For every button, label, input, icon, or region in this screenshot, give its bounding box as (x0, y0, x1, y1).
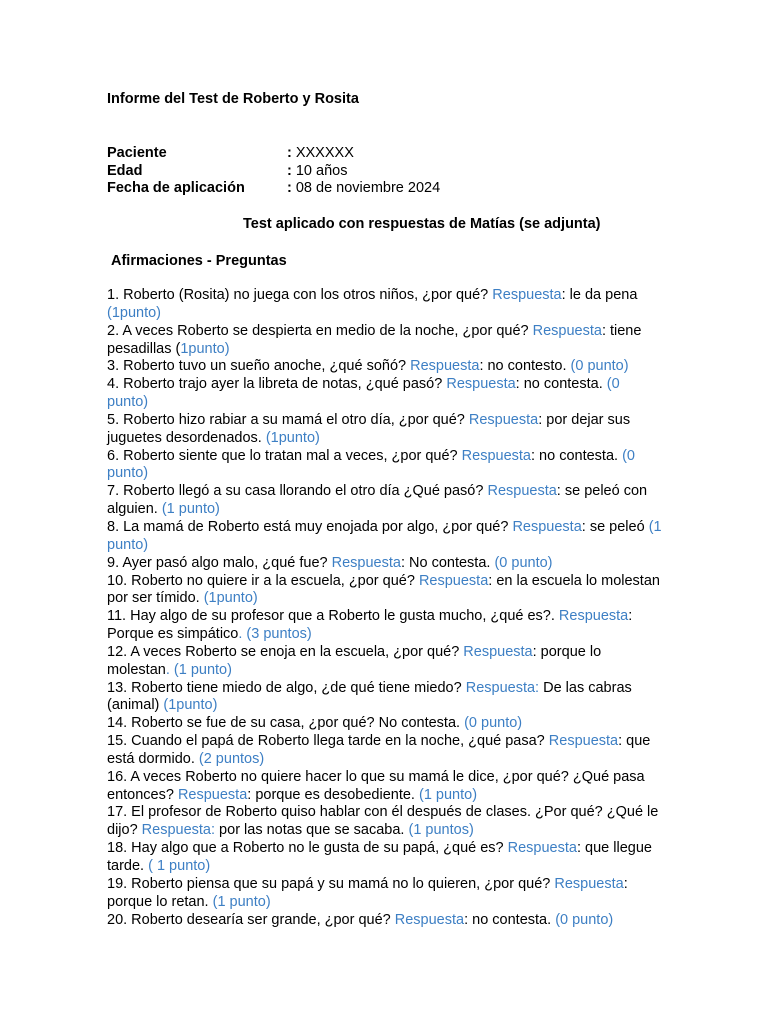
answer-label: Respuesta (507, 840, 577, 857)
answer-text: : no contesta. (515, 376, 607, 393)
answer-text: : se peleó (581, 518, 649, 535)
patient-info (107, 145, 440, 198)
question-item (107, 733, 663, 769)
info-row-date (107, 180, 440, 198)
question-item (107, 287, 663, 323)
answer-label: Respuesta: (141, 822, 216, 839)
score-text: ( 1 punto) (148, 858, 211, 874)
score-text: (0 punto) (107, 447, 635, 482)
answer-text: : por dejar sus juguetes desordenados. (107, 411, 631, 446)
info-colon: : (287, 162, 292, 179)
question-item (107, 448, 663, 484)
answer-label: Respuesta (394, 911, 465, 928)
question-item (107, 555, 663, 573)
score-text: (0 punto) (494, 554, 553, 571)
question-item (107, 323, 663, 359)
question-item (107, 804, 663, 840)
question-item (107, 644, 663, 680)
questions-list (107, 287, 663, 929)
answer-label: Respuesta (410, 358, 480, 375)
question-text: 10. Roberto no quiere ir a la escuela, ¿por qué? (107, 572, 419, 589)
question-text: 11. Hay algo de su profesor que a Roberto le gusta mucho, ¿qué es?. (107, 608, 559, 625)
answer-text: De las cabras (animal) (107, 679, 632, 714)
info-label: Paciente (107, 145, 167, 161)
question-text: 20. Roberto desearía ser grande, ¿por qué? (107, 911, 395, 928)
answer-text: : porque lo molestan (107, 643, 602, 678)
question-item (107, 876, 663, 912)
score-text: (1 punto) (419, 786, 478, 803)
score-text: (2 puntos) (198, 750, 265, 767)
score-text: 1punto) (180, 340, 230, 357)
answer-label: Respuesta (512, 518, 582, 535)
answer-text: : se peleó con alguien. (107, 483, 648, 518)
answer-label: Respuesta (487, 483, 557, 500)
question-item (107, 912, 663, 930)
score-text: (0 punto) (555, 911, 614, 928)
question-text: 6. Roberto siente que lo tratan mal a veces, ¿por qué? (107, 447, 462, 464)
question-item (107, 840, 663, 876)
info-value: XXXXXX (295, 145, 354, 161)
answer-label: Respuesta (177, 786, 248, 803)
question-text: 8. La mamá de Roberto está muy enojada por algo, ¿por qué? (107, 518, 513, 535)
question-item (107, 715, 663, 733)
answer-label: Respuesta (446, 376, 516, 393)
section-title: Afirmaciones - Preguntas (111, 253, 287, 269)
question-text: 7. Roberto llegó a su casa llorando el otro día ¿Qué pasó? (107, 483, 488, 500)
score-text: . (3 puntos) (238, 626, 312, 643)
question-text: 19. Roberto piensa que su papá y su mamá no lo quieren, ¿por qué? (107, 875, 555, 892)
question-text: 12. A veces Roberto se enoja en la escuela, ¿por qué? (107, 643, 464, 660)
answer-text: : porque lo retan. (107, 875, 628, 910)
info-row-age (107, 163, 440, 181)
answer-label: Respuesta (461, 447, 531, 464)
answer-label: Respuesta: (465, 679, 540, 696)
score-text: (1punto) (107, 304, 162, 321)
info-label: Edad (107, 162, 143, 179)
answer-text: : no contesto. (479, 358, 571, 375)
answer-text: : tiene pesadillas ( (107, 322, 642, 357)
answer-label: Respuesta (548, 733, 619, 750)
question-item (107, 376, 663, 412)
question-text: 15. Cuando el papá de Roberto llega tarde en la noche, ¿qué pasa? (107, 733, 549, 750)
info-label: Fecha de aplicación (107, 180, 245, 196)
question-item (107, 680, 663, 716)
question-text: 4. Roberto trajo ayer la libreta de notas, ¿qué pasó? (107, 376, 447, 393)
score-text: (0 punto) (107, 376, 620, 411)
answer-text: : porque es desobediente. (247, 786, 419, 803)
info-colon: : (287, 145, 292, 161)
answer-text: : le da pena (561, 287, 638, 303)
report-title: Informe del Test de Roberto y Rosita (107, 91, 359, 107)
score-text: (0 punto) (464, 715, 523, 732)
answer-text: por las notas que se sacaba. (215, 822, 409, 839)
info-row-patient (107, 145, 440, 163)
question-item (107, 519, 663, 555)
test-subtitle: Test aplicado con respuestas de Matías (se adjunta) (243, 216, 601, 232)
question-item (107, 483, 663, 519)
question-text: 9. Ayer pasó algo malo, ¿qué fue? (107, 554, 332, 571)
question-text: 18. Hay algo que a Roberto no le gusta de su papá, ¿qué es? (107, 840, 508, 857)
info-colon: : (287, 180, 292, 196)
question-text: 5. Roberto hizo rabiar a su mamá el otro día, ¿por qué? (107, 411, 469, 428)
score-text: (0 punto) (570, 358, 629, 375)
answer-text: : no contesta. (464, 911, 556, 928)
question-text: 13. Roberto tiene miedo de algo, ¿de qué tiene miedo? (107, 679, 466, 696)
score-text: (1 punto) (212, 893, 271, 910)
answer-text: : que llegue tarde. (107, 840, 652, 874)
score-text: (1 punto) (161, 501, 220, 518)
question-text: 2. A veces Roberto se despierta en medio de la noche, ¿por qué? (107, 322, 533, 339)
question-item (107, 573, 663, 609)
question-item (107, 608, 663, 644)
question-item (107, 769, 663, 805)
question-item (107, 358, 663, 376)
answer-label: Respuesta (532, 322, 602, 339)
score-text: (1 puntos) (408, 822, 474, 839)
answer-label: Respuesta (558, 608, 629, 625)
info-value: 08 de noviembre 2024 (295, 180, 441, 196)
answer-text: : Porque es simpático (107, 608, 633, 643)
score-text: (1punto) (163, 697, 218, 714)
answer-label: Respuesta (463, 643, 533, 660)
score-text: (1punto) (265, 429, 320, 446)
question-text: 1. Roberto (Rosita) no juega con los otros niños, ¿por qué? (107, 287, 493, 303)
answer-text: : No contesta. (400, 554, 495, 571)
score-text: . (1 punto) (165, 661, 232, 678)
answer-text: : no contesta. (530, 447, 623, 464)
score-text: (1punto) (203, 590, 258, 607)
answer-text: : que está dormido. (107, 733, 651, 767)
question-item (107, 412, 663, 448)
answer-label: Respuesta (468, 411, 539, 428)
question-text: 17. El profesor de Roberto quiso hablar con él después de clases. ¿Por qué? ¿Qué le dijo? (107, 804, 659, 839)
answer-label: Respuesta (331, 554, 401, 571)
answer-label: Respuesta (554, 875, 624, 892)
question-text: 3. Roberto tuvo un sueño anoche, ¿qué soñó? (107, 358, 411, 375)
answer-label: Respuesta (418, 572, 489, 589)
answer-label: Respuesta (492, 287, 562, 303)
answer-text: : en la escuela lo molestan por ser tímido. (107, 572, 660, 607)
info-value: 10 años (295, 162, 348, 179)
score-text: (1 punto) (107, 518, 662, 553)
question-text: 16. A veces Roberto no quiere hacer lo que su mamá le dice, ¿por qué? ¿Qué pasa entonces? (107, 768, 645, 803)
question-text: 14. Roberto se fue de su casa, ¿por qué? No contesta. (107, 715, 465, 732)
